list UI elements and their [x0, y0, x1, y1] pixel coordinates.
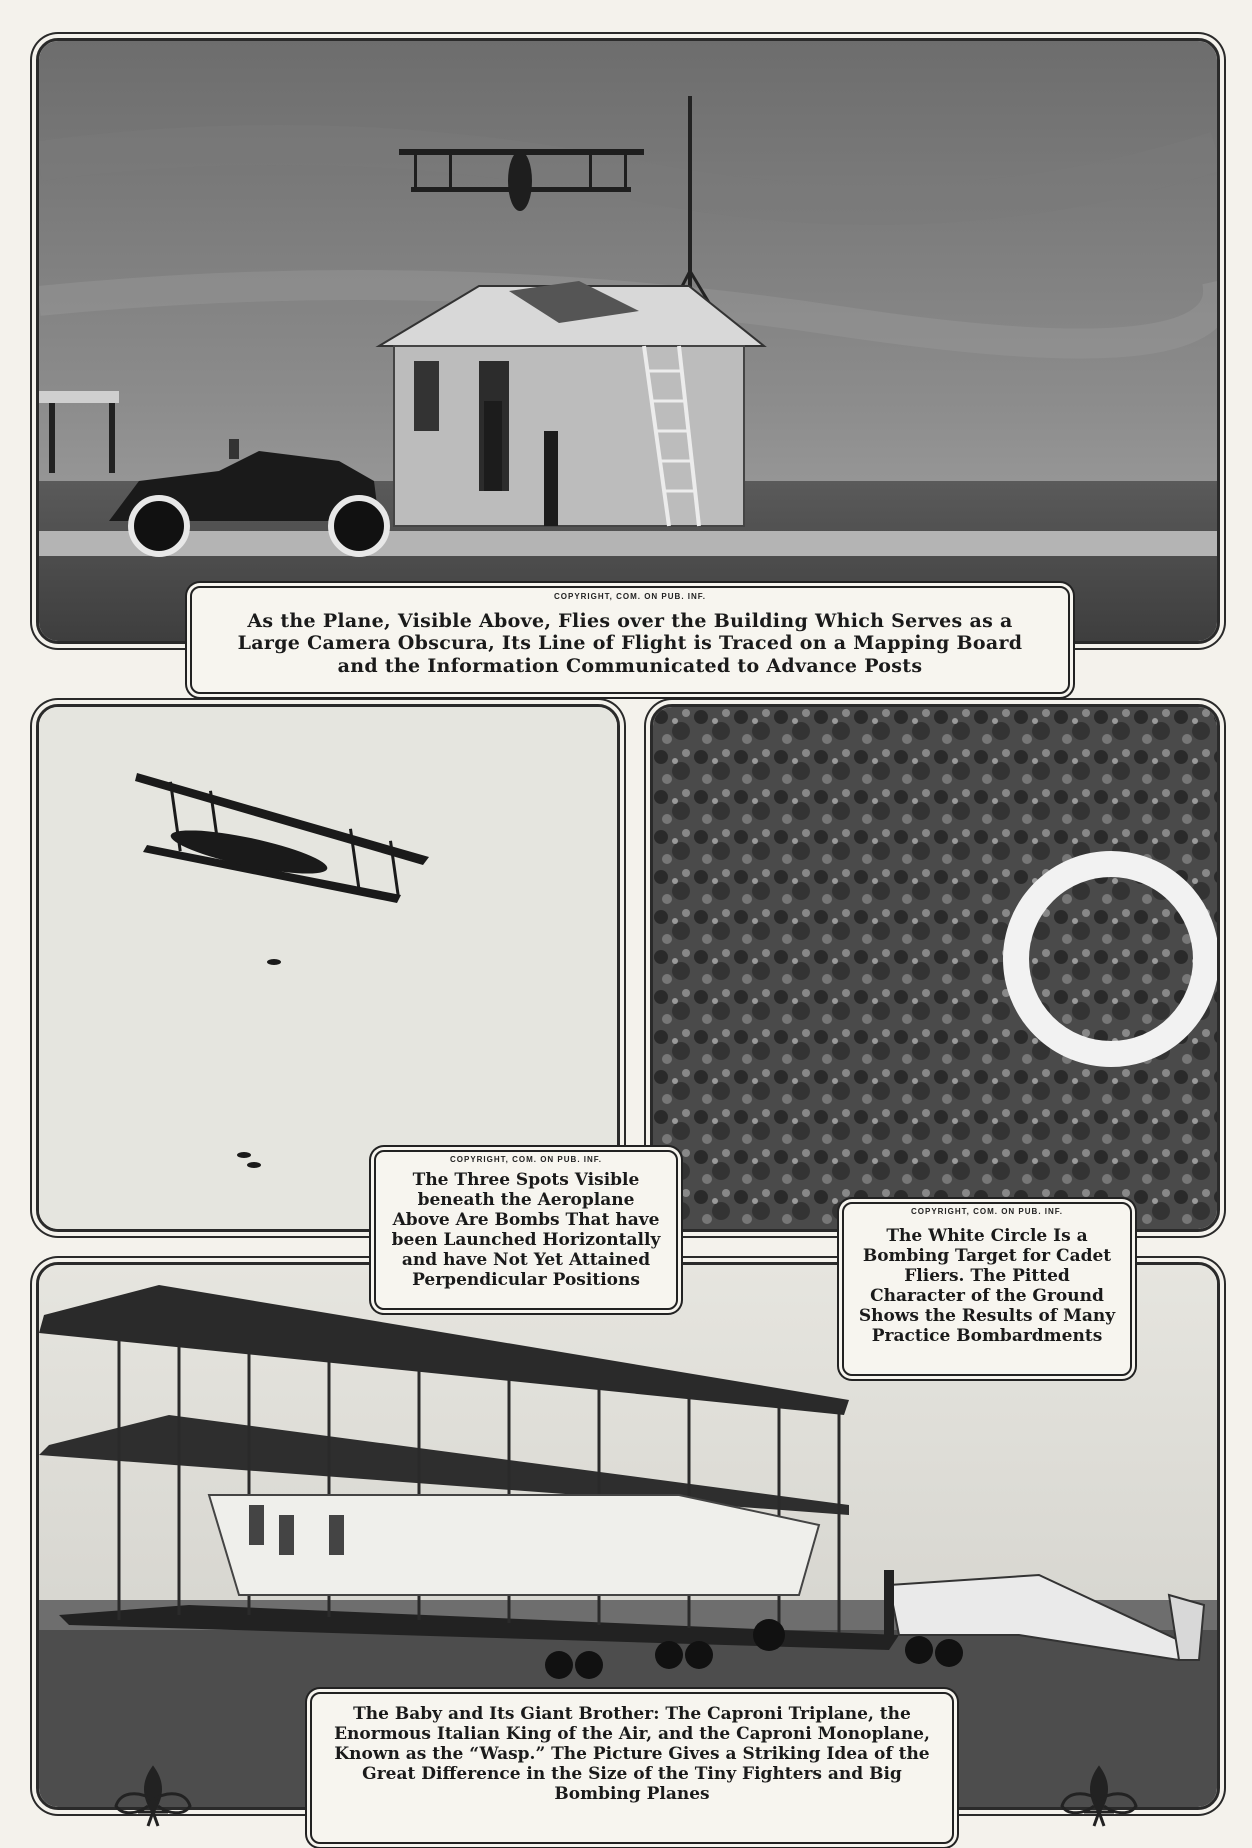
copyright-notice: COPYRIGHT, COM. ON PUB. INF. [553, 592, 706, 601]
caption-camera-obscura [190, 586, 1070, 694]
caption-text: The White Circle Is a Bombing Target for Cadet Fliers. The Pitted Character of the Ground Shows the Results of Many Practice Bombardments [858, 1226, 1116, 1347]
bombing-target-photo [653, 707, 1217, 1229]
caption-bombing-target [842, 1202, 1132, 1376]
fleur-de-lis-icon [1054, 1760, 1144, 1830]
fleur-de-lis-icon [108, 1760, 198, 1830]
caption-bombs-dropping [374, 1150, 678, 1310]
copyright-notice: COPYRIGHT, COM. ON PUB. INF. [910, 1207, 1063, 1216]
photo-camera-obscura [36, 38, 1220, 644]
caption-text: The Baby and Its Giant Brother: The Caproni Triplane, the Enormous Italian King of the Air, and the Caproni Monoplane, Known as the “Wasp.” The Picture Gives a Striking Idea of the Great Difference in the Size of the Tiny Fighters and Big Bombing Planes [334, 1704, 930, 1805]
caption-caproni-planes [310, 1692, 954, 1844]
caption-text: The Three Spots Visible beneath the Aeroplane Above Are Bombs That have been Launched Horizontally and have Not Yet Attained Perpendicular Positions [391, 1170, 661, 1291]
photo-bombing-target [650, 704, 1220, 1232]
copyright-notice: COPYRIGHT, COM. ON PUB. INF. [449, 1155, 602, 1164]
caption-text: As the Plane, Visible Above, Flies over the Building Which Serves as a Large Camera Obscura, Its Line of Flight is Traced on a Mapping Board and the Information Communicated to Advance Posts [237, 610, 1023, 677]
camera-obscura-photo [39, 41, 1217, 641]
